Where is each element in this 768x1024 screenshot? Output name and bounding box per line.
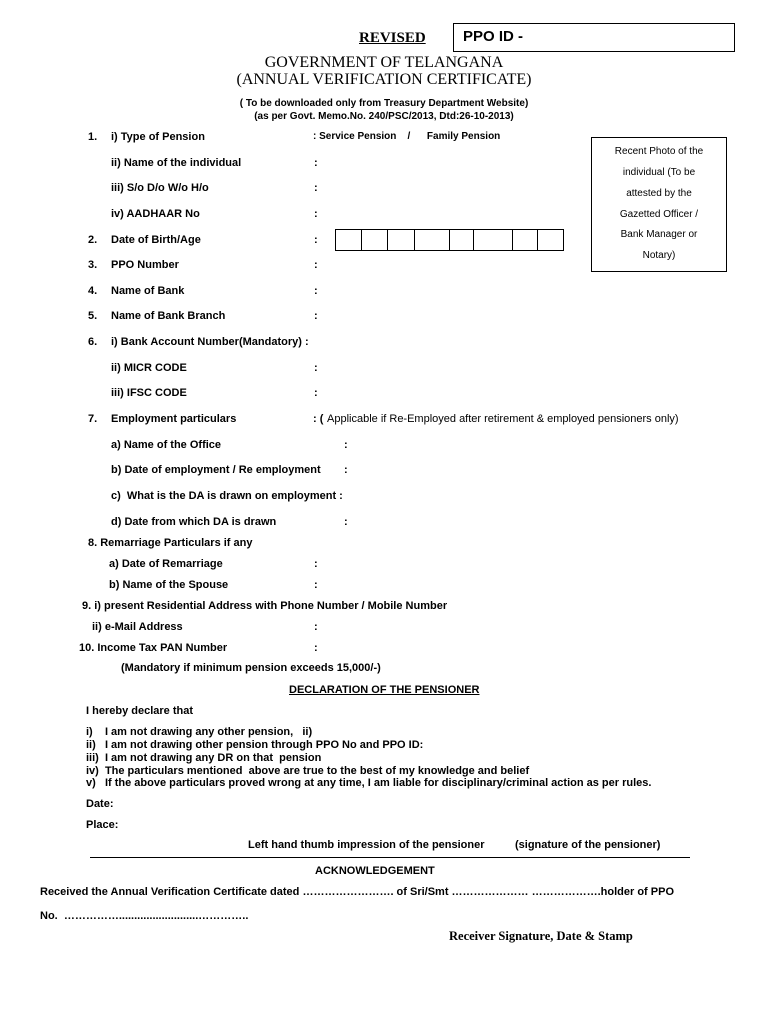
employment-colon: : ( xyxy=(313,413,324,425)
colon: : xyxy=(344,516,348,528)
colon: : xyxy=(314,558,318,570)
declaration-item: iii) I am not drawing any DR on that pension xyxy=(86,752,322,764)
divider-line xyxy=(90,857,690,858)
name-of-individual-label: ii) Name of the individual xyxy=(111,157,242,169)
field-6-number: 6. xyxy=(88,336,98,348)
colon: : xyxy=(314,259,318,271)
dob-box[interactable] xyxy=(538,229,564,251)
pan-number-label: 10. Income Tax PAN Number xyxy=(79,642,228,654)
photo-box-line: attested by the xyxy=(626,187,692,199)
colon: : xyxy=(314,621,318,633)
dob-box[interactable] xyxy=(513,229,538,251)
spouse-name-label: b) Name of the Spouse xyxy=(109,579,229,591)
photo-box-line: Bank Manager or xyxy=(620,229,698,241)
field-1-number: 1. xyxy=(88,131,98,143)
residential-address-label: 9. i) present Residential Address with Phone Number / Mobile Number xyxy=(82,600,448,612)
acknowledgement-line-1: Received the Annual Verification Certificate dated ……………………. of Sri/Smt ………………… ……………….holder of PPO xyxy=(40,886,675,898)
declaration-item: v) If the above particulars proved wrong at any time, I am liable for disciplinary/criminal action as per rules. xyxy=(86,777,652,789)
field-4-number: 4. xyxy=(88,285,98,297)
employment-note: Applicable if Re-Employed after retirement & employed pensioners only) xyxy=(327,413,679,425)
memo-note: (as per Govt. Memo.No. 240/PSC/2013, Dtd:26-10-2013) xyxy=(254,111,514,122)
thumb-impression-label: Left hand thumb impression of the pensioner xyxy=(248,839,485,851)
photo-box-line: Gazetted Officer / xyxy=(619,208,699,220)
field-7-number: 7. xyxy=(88,413,98,425)
photo-box xyxy=(591,137,727,272)
colon: : xyxy=(314,362,318,374)
field-3-number: 3. xyxy=(88,259,98,271)
date-of-birth-boxes[interactable] xyxy=(335,229,564,251)
certificate-title: (ANNUAL VERIFICATION CERTIFICATE) xyxy=(236,71,532,88)
da-drawn-label: c) What is the DA is drawn on employment : xyxy=(111,490,343,502)
field-5-number: 5. xyxy=(88,310,98,322)
photo-box-line: individual (To be xyxy=(622,166,696,178)
declaration-title: DECLARATION OF THE PENSIONER xyxy=(289,684,480,696)
remarriage-label: 8. Remarriage Particulars if any xyxy=(88,537,253,549)
colon: : xyxy=(344,464,348,476)
place-label: Place: xyxy=(86,819,119,831)
photo-box-line: Recent Photo of the xyxy=(614,146,704,158)
dob-box[interactable] xyxy=(388,229,415,251)
employment-label: Employment particulars xyxy=(111,413,237,425)
dob-box[interactable] xyxy=(474,229,513,251)
micr-code-label: ii) MICR CODE xyxy=(111,362,187,374)
ppo-id-label: PPO ID - xyxy=(463,28,524,45)
colon: : xyxy=(314,208,318,220)
signature-label: (signature of the pensioner) xyxy=(515,839,661,851)
declaration-item: ii) I am not drawing other pension through PPO No and PPO ID: xyxy=(86,739,424,751)
email-label: ii) e-Mail Address xyxy=(92,621,183,633)
dob-box[interactable] xyxy=(362,229,388,251)
declaration-intro: I hereby declare that xyxy=(86,705,193,717)
field-2-number: 2. xyxy=(88,234,98,246)
type-of-pension-value: : Service Pension / Family Pension xyxy=(313,131,501,142)
type-of-pension-label: i) Type of Pension xyxy=(111,131,205,143)
dob-box[interactable] xyxy=(415,229,450,251)
govt-title: GOVERNMENT OF TELANGANA xyxy=(264,54,504,71)
aadhaar-label: iv) AADHAAR No xyxy=(111,208,200,220)
colon: : xyxy=(314,579,318,591)
photo-box-line: Notary) xyxy=(642,250,676,262)
colon: : xyxy=(314,387,318,399)
colon: : xyxy=(314,234,318,246)
colon: : xyxy=(314,157,318,169)
ppo-number-label: PPO Number xyxy=(111,259,179,271)
declaration-item: iv) The particulars mentioned above are true to the best of my knowledge and belief xyxy=(86,765,530,777)
acknowledgement-line-2: No. ……………..........................………….. xyxy=(40,910,249,922)
acknowledgement-title: ACKNOWLEDGEMENT xyxy=(315,865,435,877)
date-label: Date: xyxy=(86,798,114,810)
office-name-label: a) Name of the Office xyxy=(111,439,222,451)
bank-branch-label: Name of Bank Branch xyxy=(111,310,226,322)
colon: : xyxy=(314,642,318,654)
colon: : xyxy=(314,182,318,194)
date-of-birth-label: Date of Birth/Age xyxy=(111,234,201,246)
ifsc-code-label: iii) IFSC CODE xyxy=(111,387,187,399)
relation-label: iii) S/o D/o W/o H/o xyxy=(111,182,209,194)
colon: : xyxy=(314,310,318,322)
colon: : xyxy=(314,285,318,297)
revised-label: REVISED xyxy=(359,30,426,46)
pan-mandatory-note: (Mandatory if minimum pension exceeds 15,000/-) xyxy=(121,662,381,674)
dob-box[interactable] xyxy=(450,229,474,251)
da-date-label: d) Date from which DA is drawn xyxy=(111,516,277,528)
bank-account-label: i) Bank Account Number(Mandatory) : xyxy=(111,336,309,348)
declaration-item: i) I am not drawing any other pension, ii) xyxy=(86,726,313,738)
download-note: ( To be downloaded only from Treasury Department Website) xyxy=(239,98,529,109)
date-of-employment-label: b) Date of employment / Re employment xyxy=(111,464,321,476)
remarriage-date-label: a) Date of Remarriage xyxy=(109,558,223,570)
colon: : xyxy=(344,439,348,451)
receiver-signature-label: Receiver Signature, Date & Stamp xyxy=(449,929,633,943)
bank-name-label: Name of Bank xyxy=(111,285,185,297)
ppo-id-box xyxy=(453,23,735,52)
dob-box[interactable] xyxy=(335,229,362,251)
